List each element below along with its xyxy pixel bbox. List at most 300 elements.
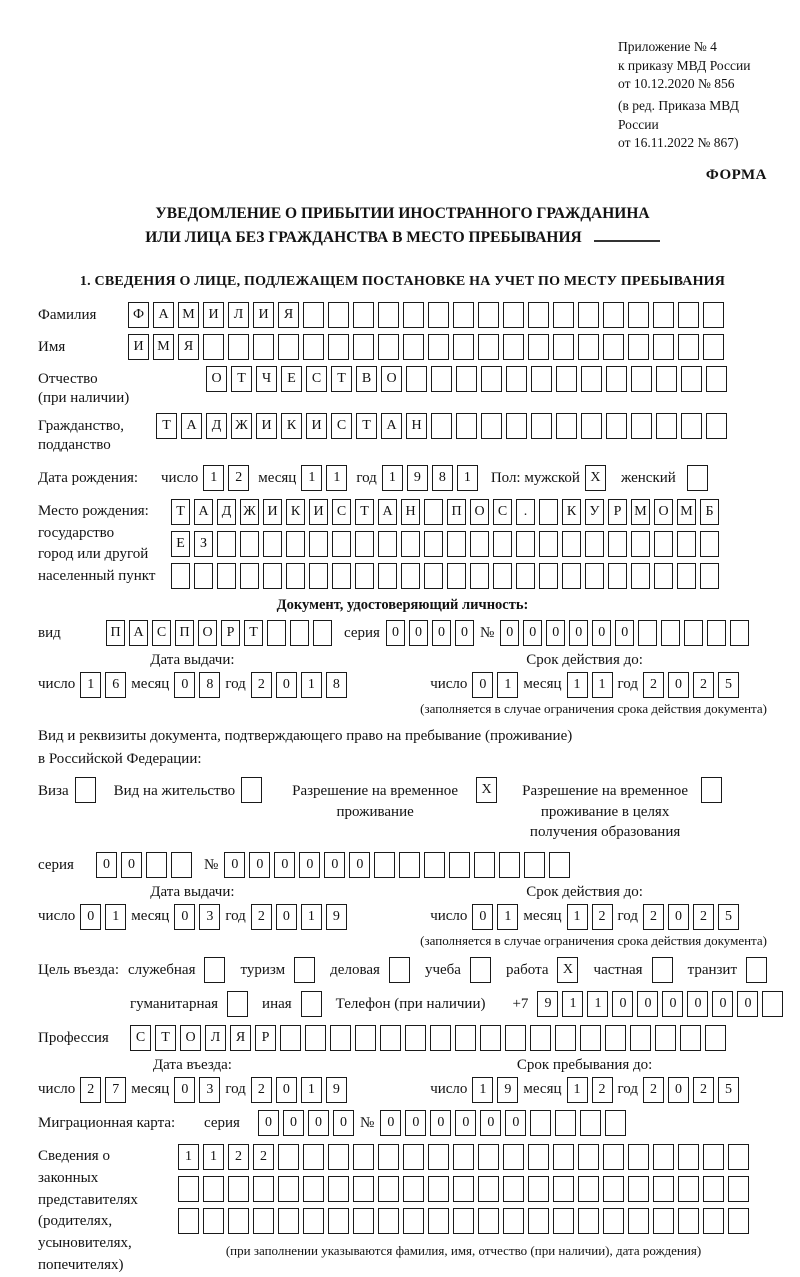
date-part-cells[interactable] [80,1077,126,1103]
char-box[interactable] [728,1208,749,1234]
char-box[interactable]: 0 [662,991,683,1017]
char-box[interactable]: 2 [643,672,664,698]
char-box[interactable]: М [153,334,174,360]
char-box[interactable] [603,334,624,360]
char-box[interactable]: 0 [349,852,370,878]
char-box[interactable]: Я [230,1025,251,1051]
char-box[interactable] [728,1176,749,1202]
char-box[interactable] [628,302,649,328]
char-box[interactable]: 0 [380,1110,401,1136]
residence-permit-checkbox[interactable] [241,777,262,803]
char-box[interactable] [628,334,649,360]
char-box[interactable]: 5 [718,672,739,698]
char-box[interactable] [328,334,349,360]
char-box[interactable] [581,366,602,392]
purpose-business-checkbox[interactable] [389,957,410,983]
char-box[interactable] [585,531,604,557]
char-box[interactable]: 0 [612,991,633,1017]
char-box[interactable]: П [447,499,466,525]
char-box[interactable]: У [585,499,604,525]
char-box[interactable]: 0 [121,852,142,878]
char-box[interactable] [678,1208,699,1234]
char-box[interactable]: 0 [687,991,708,1017]
char-box[interactable]: З [194,531,213,557]
char-box[interactable]: 3 [199,904,220,930]
char-box[interactable] [655,1025,676,1051]
migration-card-number-cells[interactable] [380,1110,626,1136]
char-box[interactable]: 0 [505,1110,526,1136]
char-box[interactable]: 5 [718,1077,739,1103]
char-box[interactable] [456,413,477,439]
char-box[interactable] [578,302,599,328]
char-box[interactable] [531,366,552,392]
char-box[interactable]: 2 [228,1144,249,1170]
char-box[interactable]: Т [156,413,177,439]
char-box[interactable] [353,334,374,360]
char-box[interactable] [578,1176,599,1202]
char-box[interactable] [453,302,474,328]
char-box[interactable] [528,1176,549,1202]
char-box[interactable]: Ж [231,413,252,439]
char-box[interactable] [549,852,570,878]
stay-doc-valid-date[interactable] [430,904,739,930]
char-box[interactable] [355,531,374,557]
char-box[interactable]: А [181,413,202,439]
date-part-cells[interactable] [567,904,613,930]
char-box[interactable] [503,334,524,360]
char-box[interactable] [585,563,604,589]
char-box[interactable] [303,334,324,360]
char-box[interactable]: А [129,620,148,646]
char-box[interactable]: Н [401,499,420,525]
char-box[interactable]: 9 [497,1077,518,1103]
char-box[interactable]: С [130,1025,151,1051]
char-box[interactable] [353,1144,374,1170]
char-box[interactable]: Р [255,1025,276,1051]
char-box[interactable] [528,1208,549,1234]
char-box[interactable]: П [106,620,125,646]
char-box[interactable] [478,334,499,360]
char-box[interactable]: 1 [562,991,583,1017]
char-box[interactable]: 0 [174,1077,195,1103]
char-box[interactable] [406,366,427,392]
doc-type-cells[interactable] [106,620,332,646]
char-box[interactable] [503,1144,524,1170]
char-box[interactable] [706,366,727,392]
char-box[interactable]: Е [171,531,190,557]
char-box[interactable] [203,334,224,360]
char-box[interactable] [355,563,374,589]
char-box[interactable]: 7 [105,1077,126,1103]
char-box[interactable]: 0 [668,904,689,930]
char-box[interactable] [631,413,652,439]
char-box[interactable]: М [178,302,199,328]
purpose-study-checkbox[interactable] [470,957,491,983]
char-box[interactable]: М [631,499,650,525]
char-box[interactable]: 0 [409,620,428,646]
purpose-private-checkbox[interactable] [652,957,673,983]
char-box[interactable] [378,1176,399,1202]
char-box[interactable] [499,852,520,878]
char-box[interactable]: К [562,499,581,525]
char-box[interactable]: 1 [497,672,518,698]
char-box[interactable]: А [378,499,397,525]
char-box[interactable] [631,563,650,589]
char-box[interactable] [654,563,673,589]
char-box[interactable] [681,366,702,392]
char-box[interactable]: 0 [276,1077,297,1103]
char-box[interactable] [656,366,677,392]
char-box[interactable] [380,1025,401,1051]
char-box[interactable] [578,1144,599,1170]
char-box[interactable] [431,413,452,439]
char-box[interactable]: 1 [567,672,588,698]
char-box[interactable] [263,531,282,557]
char-box[interactable]: 1 [567,1077,588,1103]
char-box[interactable]: И [309,499,328,525]
char-box[interactable] [653,302,674,328]
date-part-cells[interactable] [643,904,739,930]
char-box[interactable]: Я [278,302,299,328]
char-box[interactable]: В [356,366,377,392]
char-box[interactable]: Л [228,302,249,328]
char-box[interactable]: 1 [301,672,322,698]
char-box[interactable] [603,1208,624,1234]
char-box[interactable]: 1 [80,672,101,698]
date-part-cells[interactable] [472,672,518,698]
char-box[interactable] [631,531,650,557]
char-box[interactable] [328,302,349,328]
char-box[interactable] [303,1176,324,1202]
char-box[interactable]: 0 [712,991,733,1017]
char-box[interactable] [405,1025,426,1051]
char-box[interactable] [353,1208,374,1234]
purpose-official-checkbox[interactable] [204,957,225,983]
char-box[interactable]: 0 [386,620,405,646]
char-box[interactable] [428,302,449,328]
char-box[interactable]: Т [171,499,190,525]
char-box[interactable]: 2 [592,1077,613,1103]
char-box[interactable] [280,1025,301,1051]
char-box[interactable] [703,302,724,328]
char-box[interactable] [603,1176,624,1202]
char-box[interactable] [428,1144,449,1170]
char-box[interactable] [478,1208,499,1234]
char-box[interactable] [661,620,680,646]
char-box[interactable] [700,563,719,589]
char-box[interactable] [528,334,549,360]
char-box[interactable] [556,366,577,392]
char-box[interactable]: Т [331,366,352,392]
char-box[interactable] [303,1144,324,1170]
char-box[interactable] [553,1208,574,1234]
char-box[interactable] [528,302,549,328]
char-box[interactable]: А [381,413,402,439]
char-box[interactable] [678,1144,699,1170]
char-box[interactable]: Ч [256,366,277,392]
char-box[interactable]: 0 [472,672,493,698]
char-box[interactable] [430,1025,451,1051]
char-box[interactable]: 2 [253,1144,274,1170]
char-box[interactable] [493,531,512,557]
char-box[interactable] [703,1176,724,1202]
char-box[interactable] [503,1208,524,1234]
char-box[interactable]: 0 [274,852,295,878]
sex-female-checkbox[interactable] [687,465,708,491]
date-part-cells[interactable] [251,904,347,930]
char-box[interactable] [263,563,282,589]
date-part-cells[interactable] [472,904,518,930]
temp-residence-education-checkbox[interactable] [701,777,722,803]
char-box[interactable] [700,531,719,557]
char-box[interactable]: 0 [258,1110,279,1136]
char-box[interactable] [355,1025,376,1051]
char-box[interactable]: 1 [301,465,322,491]
char-box[interactable] [653,1176,674,1202]
phone-cells[interactable] [537,991,783,1017]
char-box[interactable] [638,620,657,646]
char-box[interactable] [303,302,324,328]
char-box[interactable]: Ф [128,302,149,328]
char-box[interactable]: 0 [737,991,758,1017]
char-box[interactable]: О [198,620,217,646]
char-box[interactable] [628,1144,649,1170]
char-box[interactable] [194,563,213,589]
char-box[interactable] [305,1025,326,1051]
birth-day-cells[interactable] [203,465,249,491]
char-box[interactable] [530,1110,551,1136]
char-box[interactable]: 0 [224,852,245,878]
char-box[interactable] [240,531,259,557]
char-box[interactable]: 2 [80,1077,101,1103]
date-part-cells[interactable] [80,672,126,698]
date-part-cells[interactable] [174,904,220,930]
char-box[interactable]: И [253,302,274,328]
char-box[interactable]: 0 [500,620,519,646]
char-box[interactable] [253,1208,274,1234]
char-box[interactable] [580,1110,601,1136]
char-box[interactable]: 0 [405,1110,426,1136]
date-part-cells[interactable] [567,672,613,698]
identity-valid-date[interactable] [430,672,739,698]
char-box[interactable]: П [175,620,194,646]
char-box[interactable]: Б [700,499,719,525]
char-box[interactable] [378,563,397,589]
char-box[interactable] [278,1176,299,1202]
char-box[interactable]: И [128,334,149,360]
char-box[interactable]: 0 [455,1110,476,1136]
char-box[interactable] [353,302,374,328]
char-box[interactable] [653,334,674,360]
char-box[interactable]: 0 [324,852,345,878]
char-box[interactable] [628,1208,649,1234]
patronymic-cells[interactable] [206,366,727,392]
char-box[interactable] [678,1176,699,1202]
char-box[interactable]: С [331,413,352,439]
char-box[interactable] [332,563,351,589]
char-box[interactable] [328,1208,349,1234]
char-box[interactable] [578,1208,599,1234]
char-box[interactable] [562,531,581,557]
char-box[interactable] [478,1176,499,1202]
char-box[interactable] [703,334,724,360]
char-box[interactable] [217,563,236,589]
char-box[interactable]: 9 [407,465,428,491]
char-box[interactable]: 0 [308,1110,329,1136]
char-box[interactable]: 9 [326,904,347,930]
char-box[interactable] [654,531,673,557]
char-box[interactable]: 1 [587,991,608,1017]
char-box[interactable] [653,1208,674,1234]
char-box[interactable] [399,852,420,878]
char-box[interactable]: 0 [430,1110,451,1136]
char-box[interactable] [403,302,424,328]
char-box[interactable] [606,366,627,392]
char-box[interactable]: О [180,1025,201,1051]
char-box[interactable] [267,620,286,646]
char-box[interactable]: И [263,499,282,525]
char-box[interactable] [178,1208,199,1234]
char-box[interactable] [453,1208,474,1234]
char-box[interactable] [330,1025,351,1051]
char-box[interactable]: С [306,366,327,392]
char-box[interactable] [556,413,577,439]
char-box[interactable]: 1 [178,1144,199,1170]
char-box[interactable] [178,1176,199,1202]
date-part-cells[interactable] [472,1077,518,1103]
char-box[interactable] [553,1144,574,1170]
char-box[interactable]: 2 [643,1077,664,1103]
char-box[interactable] [303,1208,324,1234]
char-box[interactable]: О [381,366,402,392]
birth-place-cells-row1[interactable] [171,499,719,525]
char-box[interactable] [506,366,527,392]
char-box[interactable] [605,1025,626,1051]
char-box[interactable] [278,334,299,360]
char-box[interactable] [428,334,449,360]
char-box[interactable] [678,302,699,328]
char-box[interactable]: Р [608,499,627,525]
char-box[interactable]: 0 [546,620,565,646]
char-box[interactable] [470,563,489,589]
char-box[interactable] [428,1176,449,1202]
date-part-cells[interactable] [643,672,739,698]
char-box[interactable]: 0 [592,620,611,646]
surname-cells[interactable] [128,302,724,328]
char-box[interactable] [728,1144,749,1170]
char-box[interactable] [203,1176,224,1202]
birth-place-cells-row2[interactable] [171,531,719,557]
char-box[interactable] [505,1025,526,1051]
char-box[interactable] [203,1208,224,1234]
char-box[interactable] [630,1025,651,1051]
char-box[interactable]: 0 [174,672,195,698]
char-box[interactable] [217,531,236,557]
char-box[interactable] [608,531,627,557]
char-box[interactable] [403,1176,424,1202]
char-box[interactable]: Т [155,1025,176,1051]
char-box[interactable]: А [153,302,174,328]
char-box[interactable] [424,531,443,557]
char-box[interactable] [631,366,652,392]
char-box[interactable]: 2 [643,904,664,930]
char-box[interactable] [707,620,726,646]
representatives-cells-row3[interactable] [178,1208,749,1234]
char-box[interactable] [530,1025,551,1051]
char-box[interactable] [730,620,749,646]
char-box[interactable] [531,413,552,439]
char-box[interactable]: 0 [615,620,634,646]
char-box[interactable]: 2 [693,1077,714,1103]
purpose-tourism-checkbox[interactable] [294,957,315,983]
char-box[interactable] [528,1144,549,1170]
doc-number-cells[interactable] [500,620,749,646]
char-box[interactable] [580,1025,601,1051]
date-part-cells[interactable] [80,904,126,930]
char-box[interactable] [328,1176,349,1202]
char-box[interactable] [516,563,535,589]
char-box[interactable] [328,1144,349,1170]
char-box[interactable] [353,1176,374,1202]
char-box[interactable] [628,1176,649,1202]
char-box[interactable]: 0 [569,620,588,646]
char-box[interactable] [431,366,452,392]
char-box[interactable] [146,852,167,878]
char-box[interactable]: Т [231,366,252,392]
char-box[interactable] [449,852,470,878]
char-box[interactable]: Л [205,1025,226,1051]
char-box[interactable]: Р [221,620,240,646]
char-box[interactable]: И [256,413,277,439]
char-box[interactable] [681,413,702,439]
char-box[interactable] [562,563,581,589]
char-box[interactable]: 0 [455,620,474,646]
char-box[interactable]: 0 [668,672,689,698]
birth-year-cells[interactable] [382,465,478,491]
birth-month-cells[interactable] [301,465,347,491]
char-box[interactable]: С [332,499,351,525]
char-box[interactable] [309,531,328,557]
char-box[interactable] [703,1208,724,1234]
char-box[interactable] [374,852,395,878]
char-box[interactable]: 0 [80,904,101,930]
char-box[interactable] [403,1208,424,1234]
char-box[interactable]: О [654,499,673,525]
char-box[interactable]: И [203,302,224,328]
doc-series-cells[interactable] [386,620,474,646]
char-box[interactable] [456,366,477,392]
char-box[interactable] [553,302,574,328]
char-box[interactable] [680,1025,701,1051]
char-box[interactable] [453,1176,474,1202]
char-box[interactable] [455,1025,476,1051]
char-box[interactable]: 0 [523,620,542,646]
date-part-cells[interactable] [567,1077,613,1103]
visa-checkbox[interactable] [75,777,96,803]
char-box[interactable] [378,1144,399,1170]
char-box[interactable] [332,531,351,557]
char-box[interactable] [493,563,512,589]
char-box[interactable]: О [206,366,227,392]
char-box[interactable]: 2 [251,1077,272,1103]
char-box[interactable] [605,1110,626,1136]
char-box[interactable]: 9 [326,1077,347,1103]
char-box[interactable]: 0 [637,991,658,1017]
char-box[interactable]: 2 [228,465,249,491]
char-box[interactable] [677,563,696,589]
char-box[interactable] [656,413,677,439]
char-box[interactable]: О [470,499,489,525]
